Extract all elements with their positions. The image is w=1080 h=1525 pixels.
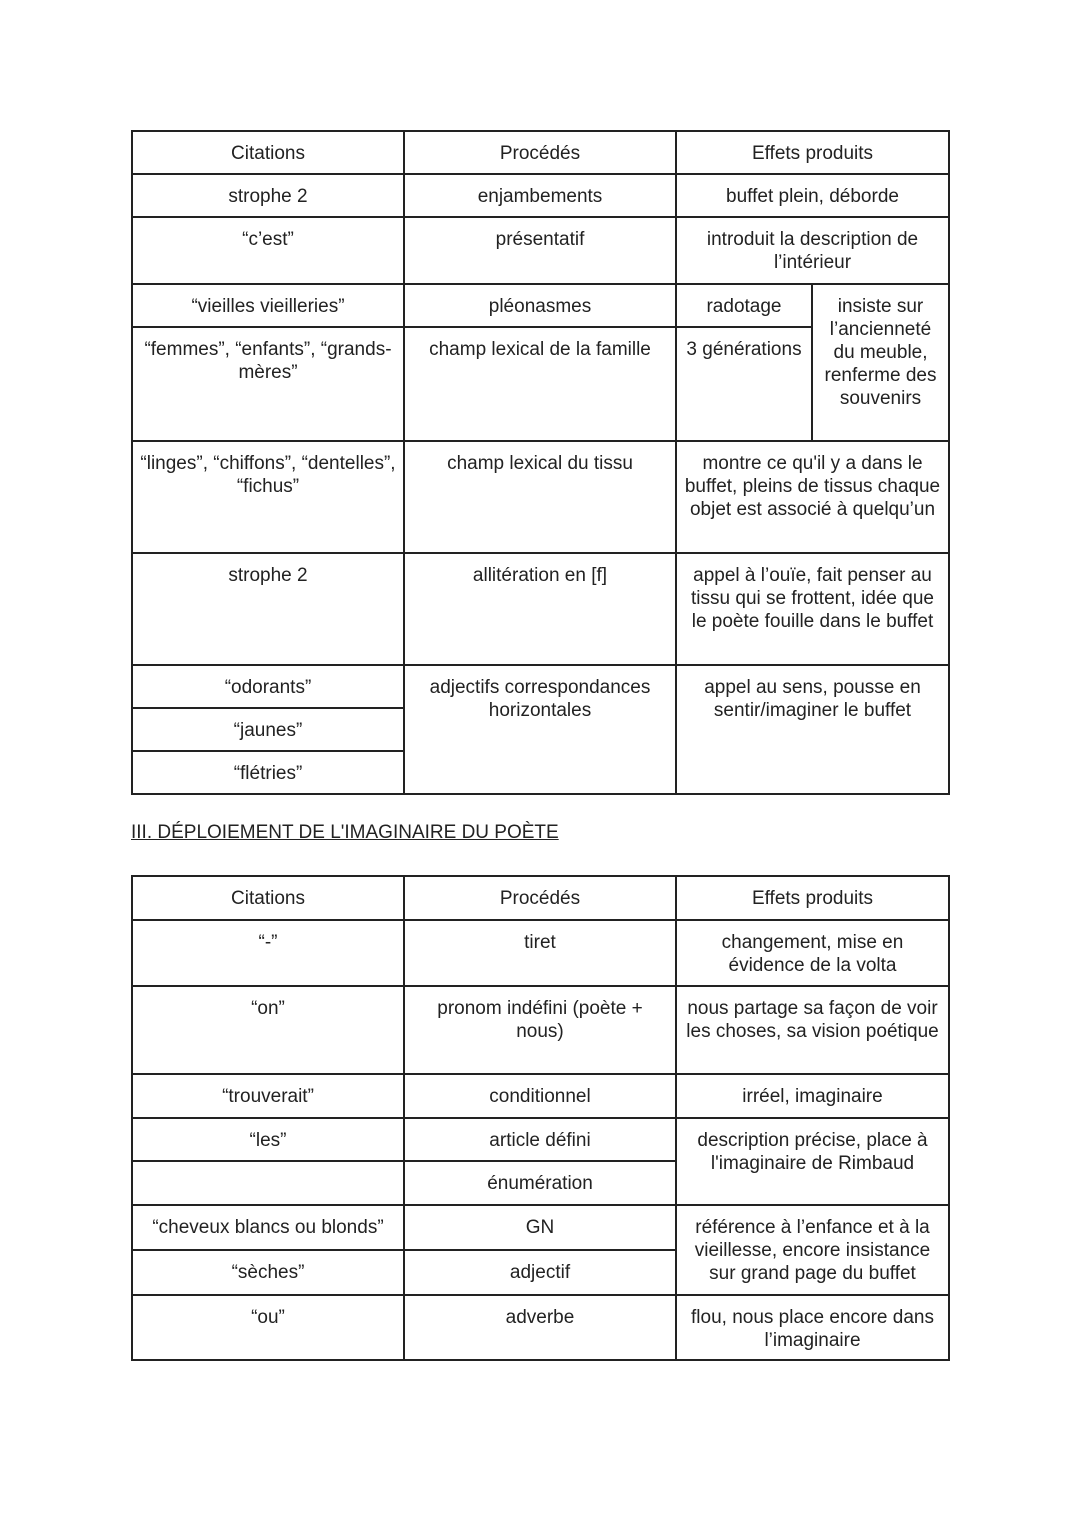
procede-cell: adverbe xyxy=(404,1295,676,1360)
table-row xyxy=(132,174,949,217)
effet-cell: nous partage sa façon de voir les choses, sa vision poétique xyxy=(676,986,949,1074)
effet-cell-shared: appel au sens, pousse en sentir/imaginer le buffet xyxy=(676,665,949,794)
procede-cell: adjectif xyxy=(404,1250,676,1295)
procede-cell: article défini xyxy=(404,1118,676,1161)
analysis-table-2 xyxy=(131,875,950,1361)
procede-cell: pronom indéfini (poète + nous) xyxy=(404,986,676,1074)
citation-cell: “cheveux blancs ou blonds” xyxy=(132,1205,404,1250)
procede-cell: champ lexical du tissu xyxy=(404,441,676,553)
table-row xyxy=(132,986,949,1074)
header-procedes: Procédés xyxy=(404,876,676,920)
effet-cell: appel à l’ouïe, fait penser au tissu qui se frottent, idée que le poète fouille dans le buffet xyxy=(676,553,949,665)
citation-cell: “-” xyxy=(132,920,404,986)
table-row xyxy=(132,665,949,708)
procede-cell: présentatif xyxy=(404,217,676,284)
table-row xyxy=(132,1118,949,1161)
header-effets: Effets produits xyxy=(676,876,949,920)
section-title: III. DÉPLOIEMENT DE L'IMAGINAIRE DU POÈTE xyxy=(131,822,559,843)
effet-cell: buffet plein, déborde xyxy=(676,174,949,217)
citation-cell: “trouverait” xyxy=(132,1074,404,1118)
procede-cell: tiret xyxy=(404,920,676,986)
procede-cell: champ lexical de la famille xyxy=(404,327,676,441)
procede-cell: conditionnel xyxy=(404,1074,676,1118)
citation-cell: “on” xyxy=(132,986,404,1074)
effet-cell-shared: insiste sur l’ancienneté du meuble, renferme des souvenirs xyxy=(812,284,949,441)
header-procedes: Procédés xyxy=(404,131,676,174)
citation-cell: “odorants” xyxy=(132,665,404,708)
citation-cell: strophe 2 xyxy=(132,174,404,217)
citation-cell: “jaunes” xyxy=(132,708,404,751)
effet-cell-shared: référence à l’enfance et à la vieillesse, encore insistance sur grand page du buffet xyxy=(676,1205,949,1295)
table-row xyxy=(132,284,949,327)
citation-cell: “flétries” xyxy=(132,751,404,794)
procede-cell: pléonasmes xyxy=(404,284,676,327)
table-row xyxy=(132,1074,949,1118)
header-citations: Citations xyxy=(132,876,404,920)
table-row xyxy=(132,441,949,553)
citation-cell: strophe 2 xyxy=(132,553,404,665)
citation-cell: “vieilles vieilleries” xyxy=(132,284,404,327)
table-row xyxy=(132,217,949,284)
analysis-table-1 xyxy=(131,130,950,795)
header-effets: Effets produits xyxy=(676,131,949,174)
citation-cell: “c’est” xyxy=(132,217,404,284)
procede-cell-shared: adjectifs correspondances horizontales xyxy=(404,665,676,794)
procede-cell: enjambements xyxy=(404,174,676,217)
citation-cell: “linges”, “chiffons”, “dentelles”, “fichus” xyxy=(132,441,404,553)
effet-cell: irréel, imaginaire xyxy=(676,1074,949,1118)
procede-cell: GN xyxy=(404,1205,676,1250)
effet-cell: changement, mise en évidence de la volta xyxy=(676,920,949,986)
effet-cell-shared: description précise, place à l'imaginaire de Rimbaud xyxy=(676,1118,949,1205)
table-row xyxy=(132,1295,949,1360)
table-row xyxy=(132,920,949,986)
table-header-row xyxy=(132,876,949,920)
effet-cell: flou, nous place encore dans l’imaginaire xyxy=(676,1295,949,1360)
effet-cell: radotage xyxy=(676,284,812,327)
table-row xyxy=(132,1205,949,1250)
citation-cell: “ou” xyxy=(132,1295,404,1360)
table-header-row xyxy=(132,131,949,174)
citation-cell: “les” xyxy=(132,1118,404,1161)
procede-cell: allitération en [f] xyxy=(404,553,676,665)
header-citations: Citations xyxy=(132,131,404,174)
citation-cell xyxy=(132,1161,404,1205)
effet-cell: montre ce qu'il y a dans le buffet, pleins de tissus chaque objet est associé à quelqu’un xyxy=(676,441,949,553)
table-row xyxy=(132,553,949,665)
effet-cell: introduit la description de l’intérieur xyxy=(676,217,949,284)
citation-cell: “femmes”, “enfants”, “grands-mères” xyxy=(132,327,404,441)
citation-cell: “sèches” xyxy=(132,1250,404,1295)
effet-cell: 3 générations xyxy=(676,327,812,441)
procede-cell: énumération xyxy=(404,1161,676,1205)
